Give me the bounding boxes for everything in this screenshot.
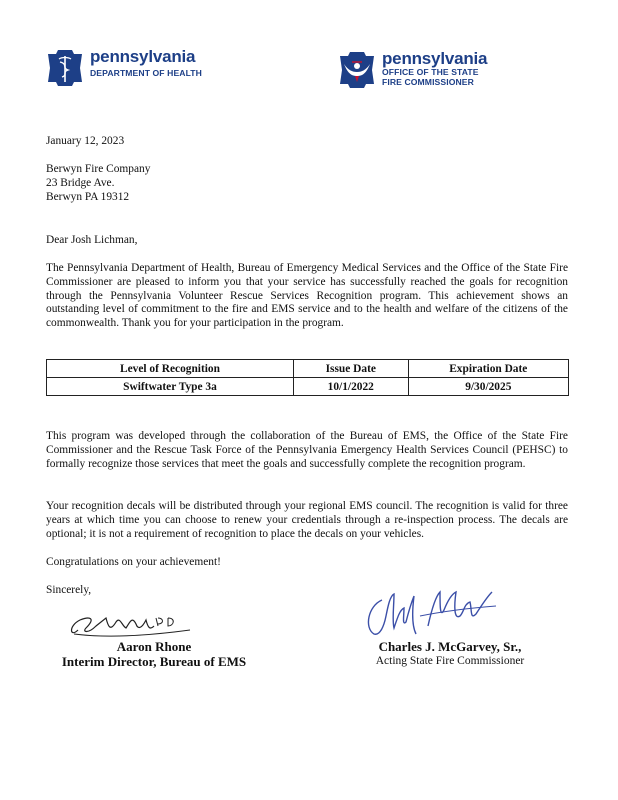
signer-title: Interim Director, Bureau of EMS [61,654,247,669]
address-line: 23 Bridge Ave. [46,176,115,189]
address-line: Berwyn PA 19312 [46,190,130,203]
table-header-cell: Issue Date [293,360,408,378]
logo-brand-text: pennsylvania [90,47,196,66]
keystone-eagle-icon [338,50,376,90]
logo-subtitle: DEPARTMENT OF HEALTH [90,68,202,78]
keystone-caduceus-icon [46,48,84,88]
salutation: Dear Josh Lichman, [46,234,138,246]
signer-block-left [36,639,272,670]
recipient-address [46,163,568,204]
address-line: Berwyn Fire Company [46,163,151,175]
pa-fire-commissioner-logo [338,50,487,90]
paragraph-intro: The Pennsylvania Department of Health, Bureau of Emergency Medical Services and the Office of the State Fire Commissioner are pleased to inform you that your service has successfully reached the goals for recognition through the Pennsylvania Volunteer Rescue Services Recognition program. This achievement shows an outstanding level of commitment to the fire and EMS service and to the health and welfare of the citizens of the commonwealth. Thank you for your participation in the program. [46,262,568,330]
signer-name: Aaron Rhone [116,639,192,654]
paragraph-program: This program was developed through the collaboration of the Bureau of EMS, the Office of the State Fire Commissioner and the Rescue Task Force of the Pennsylvania Emergency Health Services Council (PEHSC) to formally recognize those services that meet the goals and successfully complete the recognition program. [46,430,568,470]
signer-block-right [350,639,550,669]
table-cell: 9/30/2025 [408,378,568,396]
signer-name: Charles J. McGarvey, Sr., [378,639,522,654]
letter-date: January 12, 2023 [46,135,125,147]
pa-department-of-health-logo [46,48,202,88]
recognition-table [46,359,569,396]
congratulations-text: Congratulations on your achievement! [46,556,221,568]
logo-subtitle-line: FIRE COMMISSIONER [382,76,474,87]
closing-text: Sincerely, [46,584,92,596]
paragraph-decals: Your recognition decals will be distributed through your regional EMS council. The recognition is valid for three years at which time you can choose to renew your credentials through a re-inspection process. The decals are optional; it is not a requirement of recognition to place the decals on your vehicles. [46,500,568,540]
signature-aaron-rhone [66,604,196,642]
signer-title: Acting State Fire Commissioner [375,655,525,667]
table-header-cell: Expiration Date [408,360,568,378]
logo-subtitle-line: OFFICE OF THE STATE [382,67,479,77]
logo-brand-text: pennsylvania [382,49,488,68]
table-cell: Swiftwater Type 3a [47,378,294,396]
table-cell: 10/1/2022 [293,378,408,396]
signature-charles-mcgarvey [360,586,500,642]
table-row [47,378,569,396]
table-header-cell: Level of Recognition [47,360,294,378]
table-header-row [47,360,569,378]
